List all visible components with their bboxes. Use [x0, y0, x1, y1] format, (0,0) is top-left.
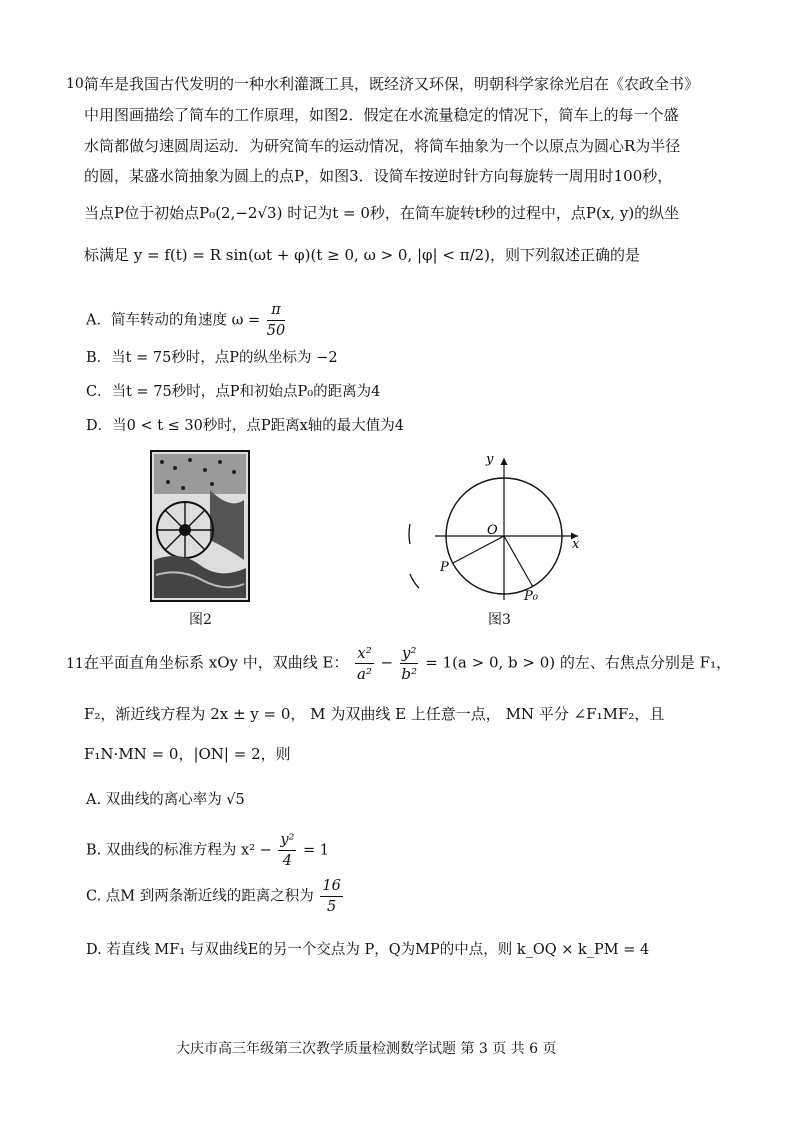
q11-option-c-fraction — [320, 876, 342, 917]
q11-number: 11. — [66, 656, 89, 672]
q10-option-a-den: 50 — [266, 323, 286, 339]
q11-option-b-suffix: = 1 — [302, 842, 329, 859]
q11-option-b-num: y² — [278, 830, 296, 851]
q11-fraction-y — [400, 643, 419, 684]
figure3-caption: 图3 — [488, 612, 511, 628]
figure3-label-o: O — [487, 523, 498, 538]
q11-line-1-prefix: 在平面直角坐标系 xOy 中，双曲线 E： — [84, 653, 349, 672]
figure3-label-y: y — [486, 452, 494, 467]
q10-option-a-fraction — [267, 300, 285, 341]
q10-option-c: C．当t = 75秒时，点P和初始点P₀的距离为4 — [86, 384, 381, 400]
figure2-caption: 图2 — [189, 612, 212, 628]
q11-option-c-den: 5 — [326, 899, 337, 915]
figure3-radius-p — [453, 536, 504, 563]
q11-option-b — [86, 830, 329, 871]
q11-fraction-x-num: x² — [357, 644, 372, 662]
q11-line-1-suffix: = 1(a > 0, b > 0) 的左、右焦点分别是 F₁， — [425, 653, 732, 672]
q10-line-5: 当点P位于初始点P₀(2,−2√3) 时记为t = 0秒，在简车旋转t秒的过程中，点P(x, y)的纵坐 — [84, 204, 680, 222]
q10-option-a-prefix: A．简车转动的角速度 ω = — [86, 312, 261, 329]
q10-line-1: 简车是我国古代发明的一种水利灌溉工具，既经济又环保，明朝科学家徐光启在《农政全书》 — [84, 75, 700, 93]
figure3-label-x: x — [572, 537, 580, 552]
q11-line-1 — [84, 643, 731, 684]
q10-number: 10. — [66, 76, 89, 92]
q11-option-c-num: 16 — [320, 876, 342, 897]
q11-option-a: A. 双曲线的离心率为 √5 — [86, 792, 245, 808]
q10-line-4: 的圆，某盛水筒抽象为圆上的点P，如图3．设简车按逆时针方向每旋转一周用时100秒， — [84, 167, 673, 185]
q10-option-b: B．当t = 75秒时，点P的纵坐标为 −2 — [86, 350, 338, 366]
q11-fraction-y-num: y² — [401, 644, 417, 662]
q10-option-a-num: π — [267, 300, 285, 321]
figure3-label-p: P — [440, 560, 449, 575]
q11-option-b-fraction — [278, 830, 296, 871]
q11-fraction-y-den: b² — [401, 665, 417, 683]
q11-minus-sign: − — [380, 653, 394, 672]
figure3-mark-lower-left — [410, 574, 419, 588]
q10-option-a — [86, 300, 287, 341]
q10-line-6: 标满足 y = f(t) = R sin(ωt + φ)(t ≥ 0, ω > 0, |φ| < π/2)，则下列叙述正确的是 — [84, 246, 641, 264]
q11-option-b-den: 4 — [282, 853, 292, 869]
page-footer: 大庆市高三年级第三次教学质量检测数学试题 第 3 页 共 6 页 — [176, 1041, 557, 1057]
q11-line-2: F₂，渐近线方程为 2x ± y = 0， M 为双曲线 E 上任意一点， MN 平分 ∠F₁MF₂，且 — [84, 705, 665, 723]
figure3-label-p0: P₀ — [524, 589, 538, 602]
figure2-waterwheel-image — [150, 450, 250, 602]
q11-option-c-prefix: C. 点M 到两条渐近线的距离之积为 — [86, 888, 314, 905]
figure3-radius-p0 — [504, 536, 533, 587]
q11-option-c — [86, 876, 345, 917]
q11-option-b-prefix: B. 双曲线的标准方程为 x² − — [86, 842, 272, 859]
q10-line-2: 中用图画描绘了简车的工作原理，如图2．假定在水流量稳定的情况下，简车上的每一个盛 — [84, 106, 679, 124]
q11-option-d: D. 若直线 MF₁ 与双曲线E的另一个交点为 P，Q为MP的中点，则 k_OQ × k_PM = 4 — [86, 942, 650, 958]
q10-option-d: D．当0 < t ≤ 30秒时，点P距离x轴的最大值为4 — [86, 418, 405, 434]
q11-fraction-x-den: a² — [357, 665, 372, 683]
figure3-mark-left — [409, 524, 410, 544]
figure3-circle-diagram — [400, 452, 590, 602]
q10-line-3: 水筒都做匀速圆周运动．为研究简车的运动情况，将简车抽象为一个以原点为圆心R为半径 — [84, 137, 681, 155]
q11-fraction-x — [355, 643, 373, 684]
q11-line-3: F₁N·MN = 0，|ON| = 2，则 — [84, 745, 291, 763]
